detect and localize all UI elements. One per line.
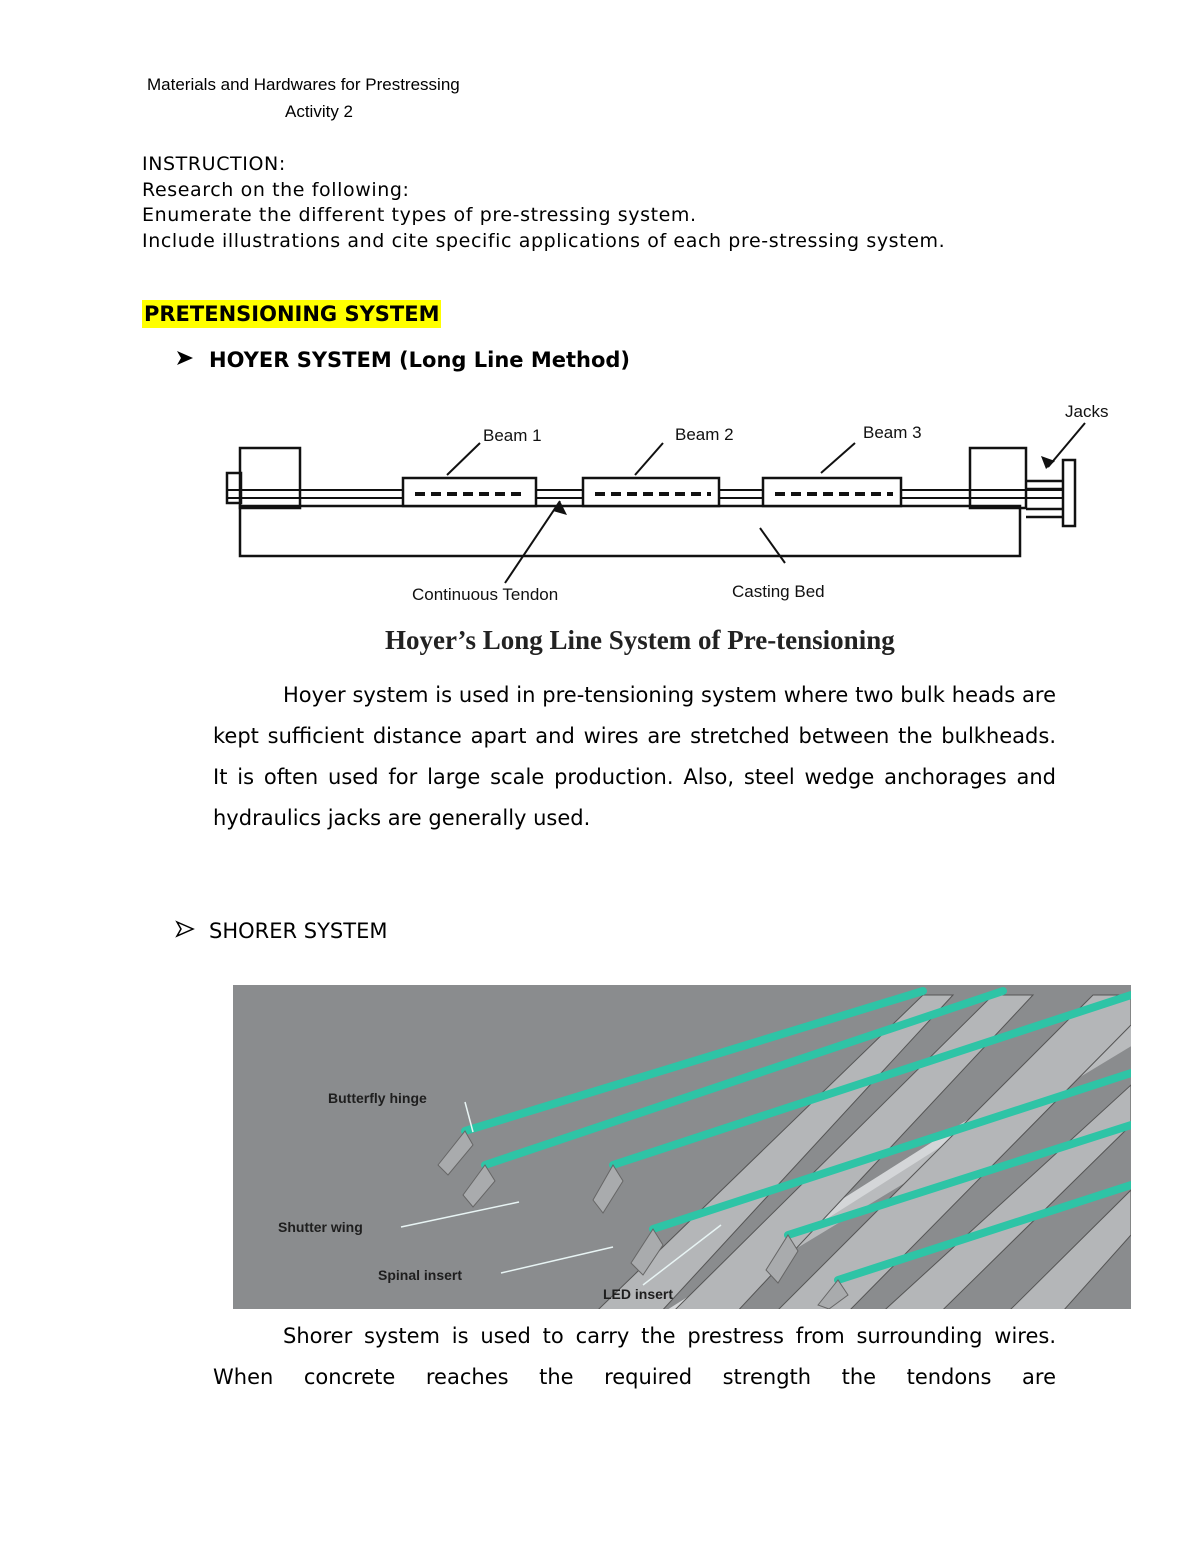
shorer-system-image: [233, 985, 1131, 1309]
shorer-description: [213, 1316, 1056, 1398]
document-title: Materials and Hardwares for Prestressing: [147, 75, 460, 94]
hoyer-description: [213, 675, 1056, 839]
label-beam-2: Beam 2: [675, 425, 734, 444]
instruction-line: Include illustrations and cite specific applications of each pre-stressing system.: [142, 229, 946, 252]
bullet-hoyer-label: HOYER SYSTEM (Long Line Method): [209, 348, 631, 372]
bullet-hoyer-system: [175, 346, 630, 374]
label-jacks: Jacks: [1065, 402, 1109, 421]
label-spinal-insert: Spinal insert: [378, 1267, 463, 1283]
instruction-line: Enumerate the different types of pre-stressing system.: [142, 204, 697, 226]
instruction-heading: INSTRUCTION:: [142, 153, 286, 175]
arrowhead-bullet-icon: [175, 917, 209, 945]
label-continuous-tendon: Continuous Tendon: [412, 585, 559, 604]
activity-label: Activity 2: [285, 102, 354, 121]
instruction-block: [142, 152, 1042, 254]
figure-caption: Hoyer’s Long Line System of Pre-tensioning: [385, 625, 895, 655]
hoyer-long-line-diagram: [215, 393, 1125, 663]
label-casting-bed: Casting Bed: [732, 582, 825, 601]
casting-bed-shape: [240, 506, 1020, 556]
hoyer-paragraph-text: Hoyer system is used in pre-tensioning system where two bulk heads are kept sufficient distance apart and wires are stretched between the bulkheads. It is often used for large scale production. Also, steel wedge anchorages and hydraulics jacks are generally used.: [213, 683, 1056, 830]
label-led-insert: LED insert: [603, 1286, 674, 1302]
bullet-shorer-label: SHORER SYSTEM: [209, 919, 388, 943]
label-beam-1: Beam 1: [483, 426, 542, 445]
label-shutter-wing: Shutter wing: [278, 1219, 363, 1235]
bullet-shorer-system: [175, 917, 387, 945]
instruction-line: Research on the following:: [142, 178, 410, 201]
section-title-highlighted: PRETENSIONING SYSTEM: [144, 302, 440, 326]
label-beam-3: Beam 3: [863, 423, 922, 442]
shorer-paragraph-text: Shorer system is used to carry the prestress from surrounding wires. When concrete reaches the required strength the tendons are: [213, 1324, 1056, 1389]
arrowhead-bullet-icon: [175, 346, 209, 374]
label-butterfly-hinge: Butterfly hinge: [328, 1090, 427, 1106]
